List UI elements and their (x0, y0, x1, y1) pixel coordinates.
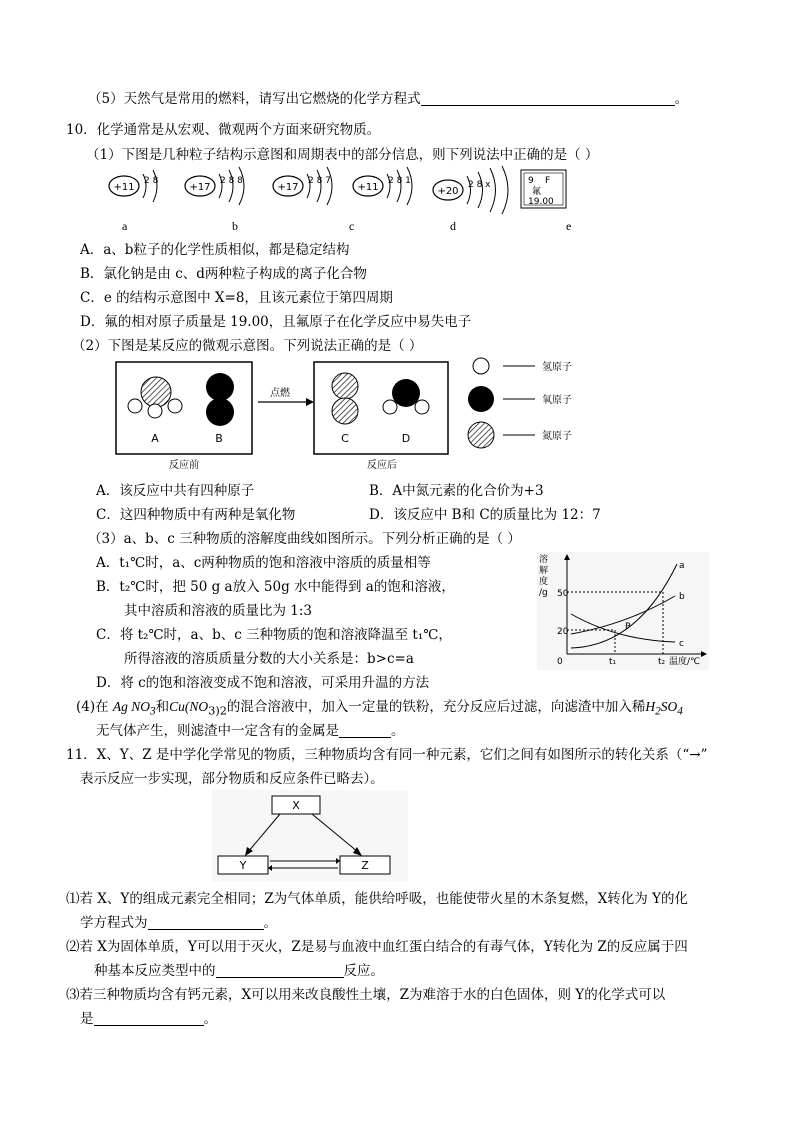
q11-part3-line1: ⑶若三种物质均含有钙元素，X可以用来改良酸性土壤，Z为难溶于水的白色固体，则 Y的化学式可以 (66, 987, 666, 1003)
formula-cuno3: Cu(NO (169, 699, 209, 714)
atom-d-nucleus: +11 (357, 182, 379, 193)
q11-part3-line2 (80, 1010, 217, 1028)
atom-e-shells: 2 8 x (468, 180, 491, 190)
point-p-label: P (625, 622, 631, 632)
q11-p2b-text: 种基本反应类型中的 (94, 963, 216, 979)
p4-end: 。 (391, 723, 405, 739)
curve-c-label: c (679, 639, 684, 649)
element-symbol: F (545, 176, 551, 186)
answer-blank[interactable] (94, 1011, 204, 1026)
q10-p1-option-a: A．a、b粒子的化学性质相似，都是稳定结构 (80, 242, 350, 258)
q11-part2-line2 (94, 962, 384, 980)
q10-part1-stem: （1）下图是几种粒子结构示意图和周期表中的部分信息，则下列说法中正确的是（ ） (86, 147, 599, 163)
q10-p3-option-c-cont: 所得溶液的溶质质量分数的大小关系是：b>c=a (124, 651, 414, 667)
q9-part5-text: （5）天然气是常用的燃料，请写出它燃烧的化学方程式 (88, 91, 421, 107)
atom-label-b: b (232, 219, 238, 233)
sub-2: 2 (655, 705, 661, 718)
element-name: 氟 (532, 187, 542, 197)
answer-blank[interactable] (339, 723, 391, 738)
answer-blank[interactable] (216, 963, 344, 978)
q11-p2-end: 反应。 (343, 963, 384, 979)
q11-stem-1: 11．X、Y、Z 是中学化学常见的物质，三种物质均含有同一种元素，它们之间有如图所示的转化关系（“→” (66, 747, 708, 763)
sub-32: 3)2 (208, 704, 227, 718)
ylabel-2: 解 (539, 566, 549, 576)
q10-p1-option-b: B．氯化钠是由 c、d两种粒子构成的离子化合物 (80, 266, 367, 282)
sub-4: 4 (677, 705, 683, 718)
atom-b (185, 167, 244, 205)
atom-label-e: e (566, 219, 572, 233)
atom-b-nucleus: +17 (189, 182, 211, 193)
reaction-micro-diagram (110, 356, 600, 472)
formula-so: SO (660, 699, 678, 714)
ylabel-1: 溶 (539, 555, 549, 565)
sub-3: 3 (150, 705, 156, 718)
answer-blank[interactable] (148, 915, 264, 930)
atom-b-shells: 2 8 8 (220, 176, 243, 186)
formula-h: H (645, 699, 656, 714)
q10-p2-option-c: C．这四种物质中有两种是氧化物 (96, 507, 296, 523)
q10-p2-option-b: B．A中氮元素的化合价为+3 (369, 483, 544, 499)
q10-p2-option-d: D．该反应中 B和 C的质量比为 12：7 (369, 507, 601, 523)
atom-a-nucleus: +11 (113, 182, 135, 193)
molecule-c (332, 373, 358, 424)
molecule-a (128, 377, 182, 418)
atom-c-nucleus: +17 (277, 182, 299, 193)
q11-p1b-text: 学方程式为 (80, 915, 148, 931)
q11-p3-end: 。 (203, 1011, 217, 1027)
atom-label-d: d (450, 219, 456, 233)
q10-part3-stem: （3）a、b、c 三种物质的溶解度曲线如图所示。下列分析正确的是（ ） (88, 531, 521, 547)
after-label: 反应后 (367, 460, 397, 471)
atom-a (109, 170, 159, 202)
xlabel: 温度/℃ (669, 657, 701, 667)
atom-d (353, 167, 412, 205)
q10-part4-line2 (96, 722, 405, 740)
element-number: 9 (528, 176, 534, 186)
p4-pre: (4)在 (76, 699, 109, 715)
curve-a-label: a (679, 561, 685, 571)
q9-part5 (88, 90, 688, 108)
q11-part1-line1: ⑴若 X、Y的组成元素完全相同；Z为气体单质，能供给呼吸，也能使带火星的木条复燃，X转化为 Y的化 (66, 891, 689, 907)
node-z-label: Z (361, 859, 369, 872)
q11-p3b-text: 是 (80, 1011, 94, 1027)
molecule-b (206, 373, 234, 426)
arrow-label: 点燃 (270, 388, 290, 399)
xtick-t1: t₁ (609, 657, 617, 667)
solubility-chart (537, 552, 709, 670)
atom-c (273, 167, 332, 205)
q10-part4-line1 (76, 698, 683, 721)
atom-e-nucleus: +20 (437, 186, 459, 197)
label-d: D (401, 432, 411, 445)
q10-p3-option-a: A．t₁℃时，a、c两种物质的饱和溶液中溶质的质量相等 (96, 555, 431, 571)
answer-blank[interactable] (421, 91, 675, 106)
xyz-conversion-diagram (212, 790, 408, 882)
legend-hydrogen: 氢原子 (542, 362, 572, 373)
ylabel-3: 度 (539, 577, 549, 587)
q11-p1-end: 。 (263, 915, 277, 931)
q10-p1-option-c: C．e 的结构示意图中 X=8，且该元素位于第四周期 (80, 290, 393, 306)
atom-label-a: a (122, 219, 128, 233)
label-c: C (341, 432, 349, 445)
legend (468, 358, 572, 448)
p4-line2-text: 无气体产生，则滤渣中一定含有的金属是 (96, 723, 339, 739)
before-label: 反应前 (169, 460, 199, 471)
atom-label-c: c (349, 219, 355, 233)
p4-and: 和 (155, 699, 170, 715)
q10-p3-option-b: B．t₂℃时，把 50 g a放入 50g 水中能得到 a的饱和溶液， (96, 579, 455, 595)
ytick-50: 50 (557, 589, 569, 599)
xtick-t2: t₂ (658, 657, 666, 667)
formula-agno3: Ag NO (112, 699, 151, 714)
molecule-d (383, 379, 429, 414)
ylabel-4: /g (539, 588, 548, 598)
legend-nitrogen: 氮原子 (542, 431, 572, 442)
q11-stem-2: 表示反应一步实现，部分物质和反应条件已略去）。 (80, 771, 384, 787)
element-mass: 19.00 (528, 197, 554, 207)
atom-e (433, 166, 508, 214)
q10-p2-option-a: A．该反应中共有四种原子 (96, 483, 255, 499)
atom-d-shells: 2 8 1 (388, 176, 411, 186)
label-b: B (215, 432, 223, 445)
q10-p3-option-d: D．将 c的饱和溶液变成不饱和溶液，可采用升温的方法 (96, 675, 430, 691)
ytick-20: 20 (557, 627, 569, 637)
origin: 0 (557, 657, 563, 667)
q10-p1-option-d: D．氟的相对原子质量是 19.00，且氟原子在化学反应中易失电子 (80, 314, 472, 330)
curve-b-label: b (679, 592, 685, 602)
q10-p3-option-c: C．将 t₂℃时，a、b、c 三种物质的饱和溶液降温至 t₁℃， (96, 627, 452, 643)
q9-part5-end: 。 (674, 91, 689, 107)
q10-part2-stem: （2）下图是某反应的微观示意图。下列说法正确的是（ ） (72, 338, 423, 354)
element-cell-fluorine (521, 170, 566, 208)
q10-p3-option-b-cont: 其中溶质和溶液的质量比为 1:3 (124, 603, 313, 619)
legend-oxygen: 氧原子 (542, 395, 572, 406)
q11-part2-line1: ⑵若 X为固体单质，Y可以用于灭火，Z是易与血液中血红蛋白结合的有毒气体，Y转化为 Z的反应属于四 (66, 939, 688, 955)
atom-a-shells: 2 8 (144, 176, 159, 186)
atom-c-shells: 2 8 7 (308, 176, 331, 186)
p4-mid: 的混合溶液中，加入一定量的铁粉，充分反应后过滤，向滤渣中加入稀 (226, 699, 646, 715)
q10-stem: 10．化学通常是从宏观、微观两个方面来研究物质。 (66, 122, 381, 138)
node-x-label: X (292, 799, 300, 812)
node-y-label: Y (239, 859, 247, 872)
q11-part1-line2 (80, 914, 277, 932)
label-a: A (151, 432, 159, 445)
